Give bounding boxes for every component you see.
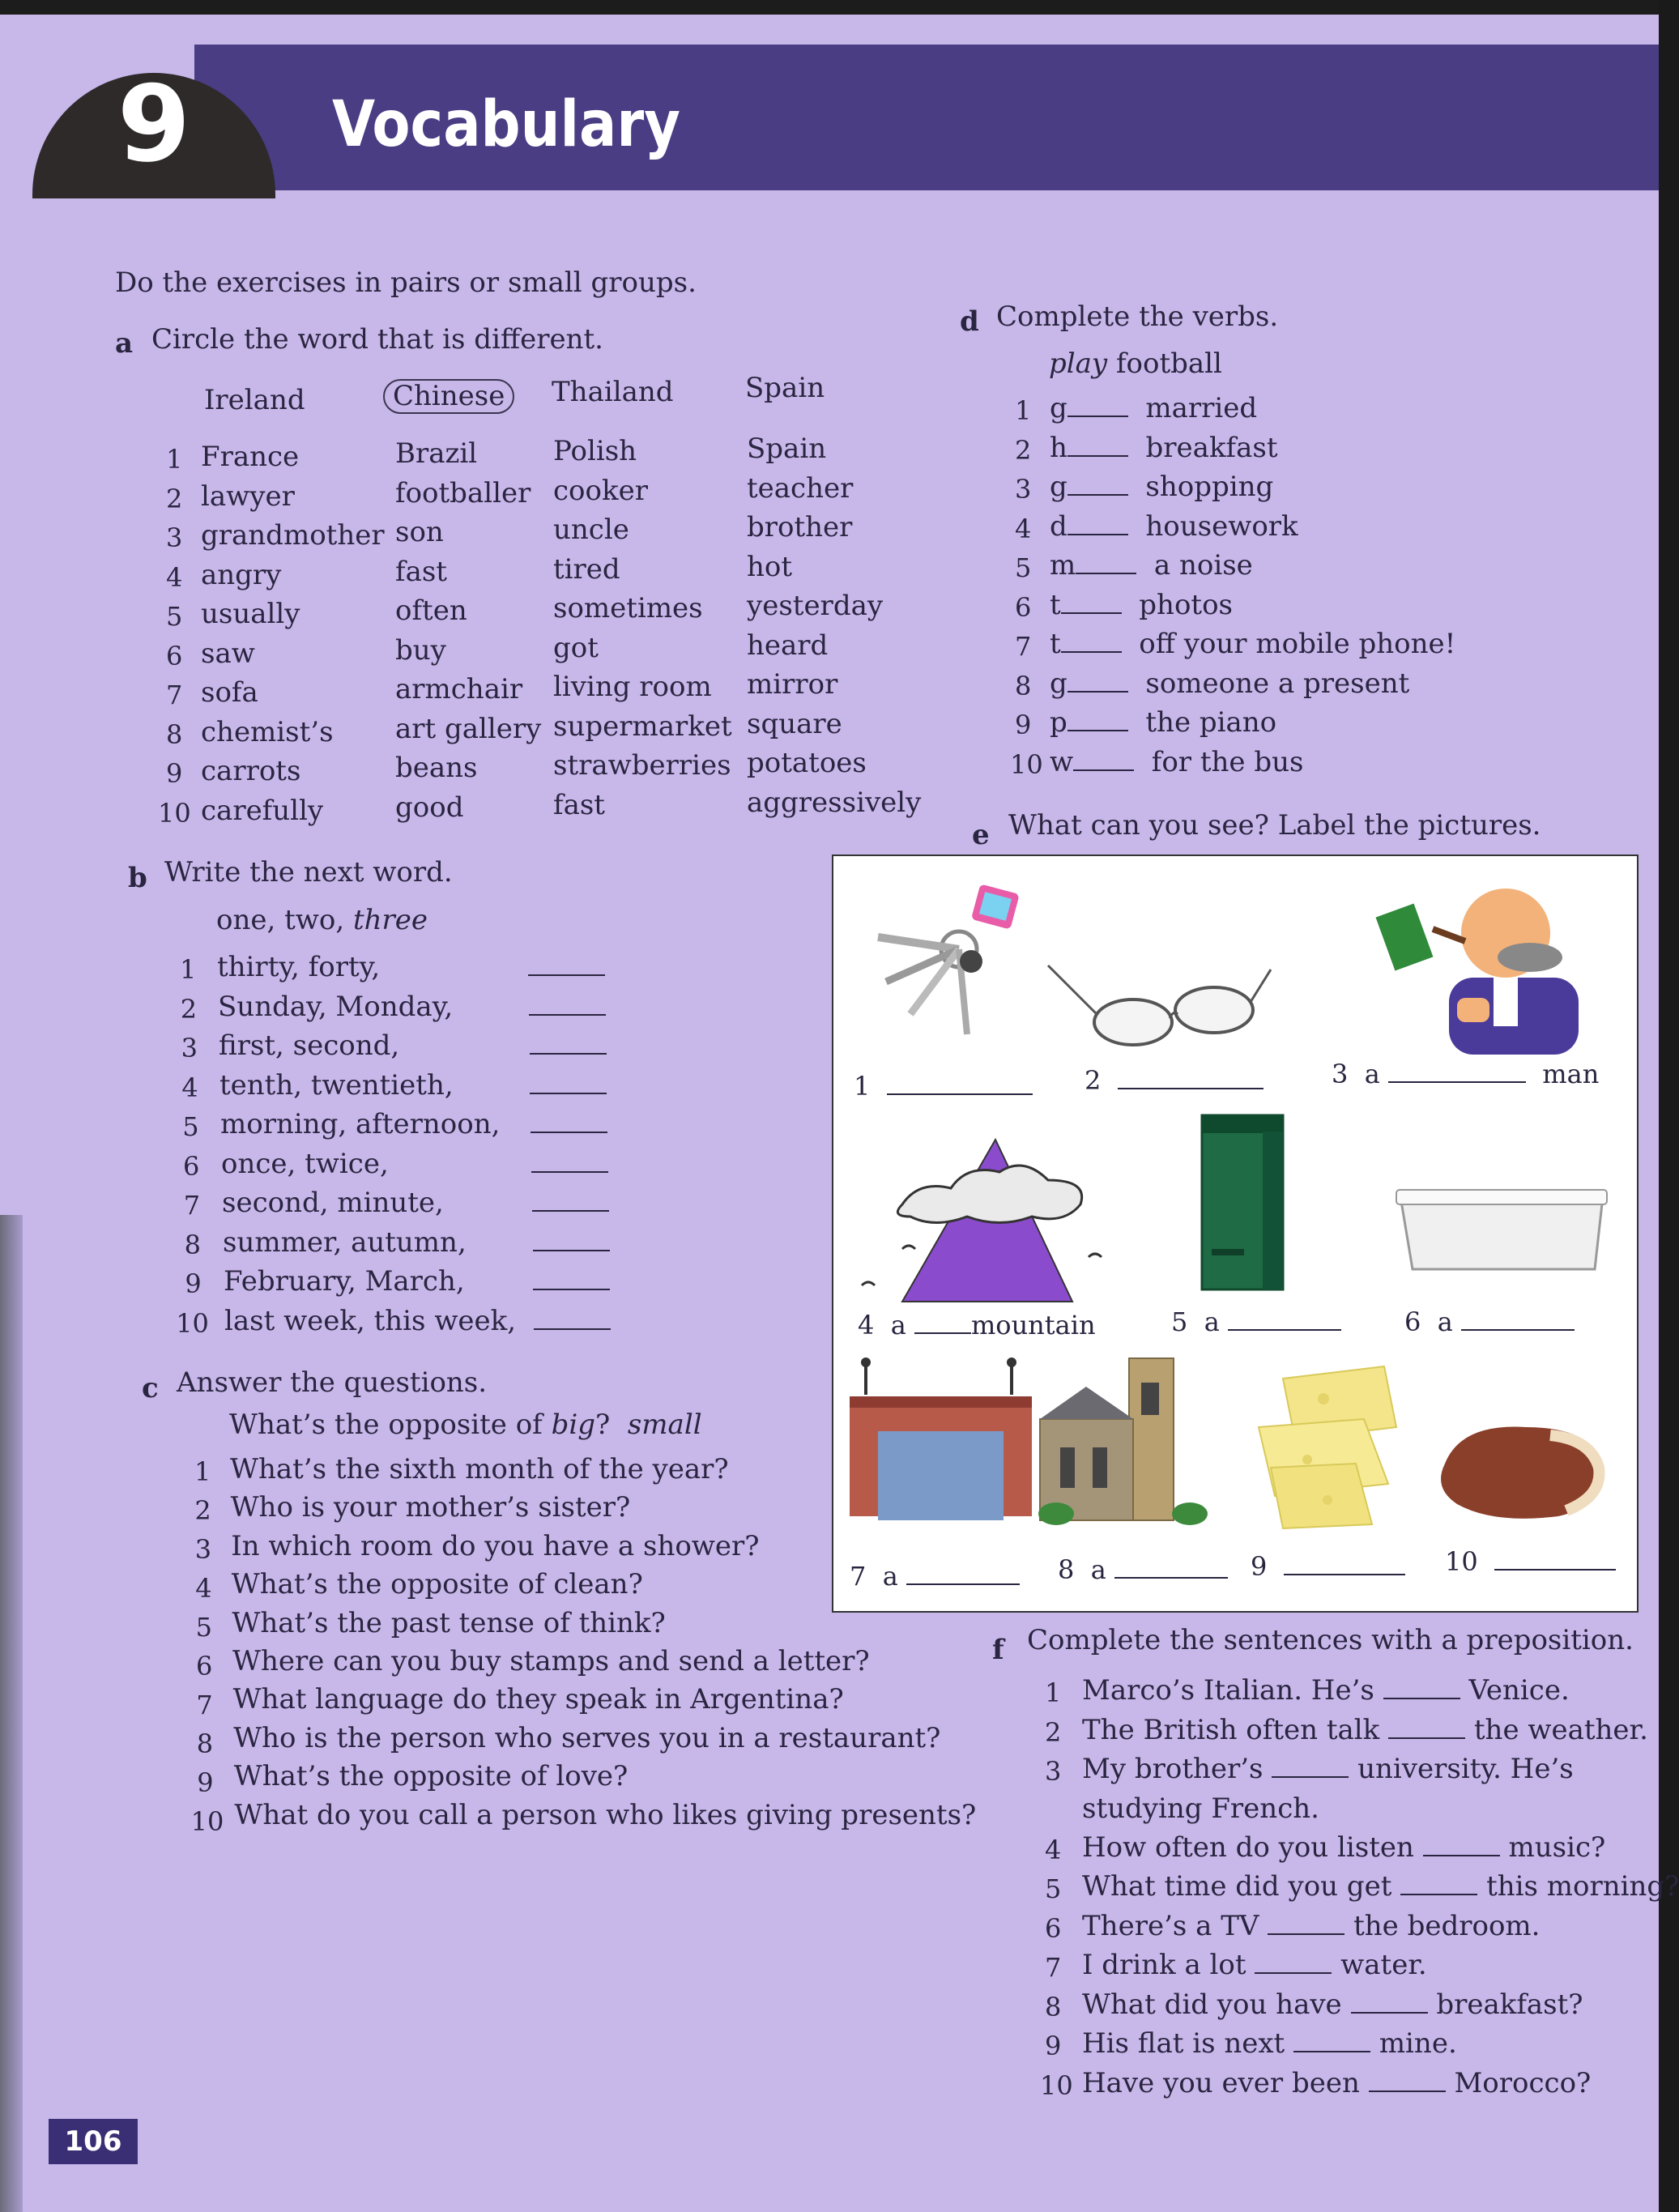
page-number: 106 — [49, 2119, 138, 2164]
word-option: mirror — [747, 668, 838, 701]
word-option: carrots — [201, 755, 301, 787]
word-option: chemist’s — [201, 715, 334, 748]
answer-blank[interactable] — [1461, 1308, 1575, 1331]
word-option: grandmother — [201, 519, 385, 552]
item-number: 7 — [1045, 1952, 1062, 1983]
answer-line — [532, 1187, 609, 1219]
verb-line — [1050, 393, 1257, 424]
item-number: 10 — [176, 1307, 209, 1339]
sentence — [1082, 2028, 1457, 2060]
item-number: 8 — [1045, 1991, 1062, 2022]
verb-complement: breakfast — [1145, 431, 1278, 464]
answer-blank[interactable] — [1067, 670, 1128, 693]
caption-5 — [1171, 1306, 1341, 1337]
answer-blank[interactable] — [914, 1311, 971, 1334]
verb-initial: d — [1050, 509, 1067, 543]
bath-picture — [1392, 1180, 1611, 1285]
exercise-c-instruction: Answer the questions. — [177, 1366, 488, 1399]
word-option: aggressively — [747, 786, 922, 819]
answer-blank[interactable] — [1369, 2069, 1446, 2092]
answer-blank[interactable] — [532, 1189, 609, 1212]
exercise-a-letter: a — [115, 327, 134, 360]
word-sequence: last week, this week, — [224, 1304, 517, 1337]
word-option: potatoes — [747, 747, 867, 779]
item-number: 5 — [166, 601, 183, 632]
answer-blank[interactable] — [906, 1562, 1020, 1585]
item-number: 9 — [197, 1767, 214, 1798]
example-text: one, two, — [216, 904, 345, 936]
item-number: 10 — [158, 797, 191, 829]
answer-blank[interactable] — [1076, 552, 1136, 574]
sentence-end: the bedroom. — [1353, 1909, 1541, 1942]
answer-line — [531, 1109, 607, 1140]
item-number: 8 — [1015, 670, 1032, 701]
caption-7 — [850, 1561, 1020, 1592]
caption-6-number: 6 — [1404, 1306, 1421, 1337]
answer-blank[interactable] — [1067, 394, 1128, 417]
item-number: 7 — [183, 1190, 201, 1221]
word-option: often — [395, 595, 467, 627]
sentence-end: the weather. — [1473, 1713, 1648, 1746]
answer-blank[interactable] — [528, 953, 605, 976]
answer-blank[interactable] — [1284, 1553, 1405, 1575]
item-number: 6 — [1015, 591, 1032, 623]
exercise-d-letter: d — [960, 305, 979, 338]
item-number: 2 — [180, 993, 198, 1025]
sentence-end: university. He’s — [1357, 1753, 1574, 1785]
word-option: strawberries — [553, 749, 731, 782]
answer-blank[interactable] — [531, 1110, 607, 1133]
exercise-c-example — [229, 1409, 702, 1441]
verb-initial: g — [1050, 471, 1067, 503]
item-number: 1 — [1015, 395, 1032, 426]
caption-1 — [854, 1071, 1033, 1102]
answer-blank[interactable] — [1073, 748, 1134, 771]
answer-blank[interactable] — [531, 1150, 608, 1173]
caption-9 — [1251, 1551, 1405, 1582]
sentence-end: Morocco? — [1454, 2066, 1592, 2099]
answer-line — [531, 1149, 608, 1180]
sentence-start: There’s a TV — [1082, 1909, 1259, 1942]
word-option: teacher — [747, 471, 854, 505]
verb-line — [1050, 471, 1273, 503]
answer-blank[interactable] — [1268, 1912, 1344, 1935]
example-answer: small — [627, 1409, 702, 1441]
caption-2-number: 2 — [1085, 1065, 1102, 1096]
exercise-b-example — [216, 905, 428, 936]
exercise-a-example-4: Spain — [745, 372, 825, 404]
answer-blank[interactable] — [1293, 2030, 1370, 2052]
exercise-e-letter: e — [972, 819, 990, 851]
caption-4-article: a — [890, 1310, 906, 1340]
word-option: heard — [747, 629, 829, 662]
question-text: What’s the opposite of clean? — [231, 1568, 643, 1601]
item-number: 9 — [166, 758, 183, 789]
item-number: 1 — [194, 1456, 211, 1487]
verb-initial: g — [1050, 392, 1067, 424]
item-number: 2 — [166, 483, 183, 514]
item-number: 6 — [166, 640, 183, 671]
sentence — [1082, 1871, 1679, 1903]
word-option: Polish — [553, 435, 637, 467]
item-number: 4 — [1045, 1834, 1062, 1865]
answer-blank[interactable] — [1228, 1308, 1341, 1331]
sentence-start: What did you have — [1082, 1988, 1342, 2021]
answer-blank[interactable] — [1388, 1060, 1526, 1083]
sentence-end: this morning? — [1486, 1870, 1679, 1903]
item-number: 6 — [183, 1150, 200, 1182]
word-option: square — [747, 707, 842, 740]
word-option: good — [395, 791, 464, 824]
caption-8 — [1058, 1554, 1228, 1585]
caption-6 — [1404, 1306, 1575, 1337]
example-answer: three — [352, 904, 428, 936]
verb-initial: t — [1050, 628, 1061, 660]
page-title: Vocabulary — [332, 88, 680, 161]
answer-blank[interactable] — [1067, 513, 1128, 535]
word-option: got — [553, 631, 599, 664]
answer-blank[interactable] — [529, 993, 606, 1016]
answer-blank[interactable] — [1067, 709, 1128, 731]
item-number: 1 — [166, 444, 183, 475]
question-text: What language do they speak in Argentina? — [232, 1683, 844, 1716]
word-option: buy — [395, 633, 446, 667]
sentence — [1082, 1715, 1648, 1746]
sentence — [1082, 2068, 1591, 2099]
verb-complement: married — [1145, 392, 1258, 424]
answer-blank[interactable] — [1494, 1548, 1616, 1571]
item-number: 5 — [1045, 1873, 1062, 1904]
answer-blank[interactable] — [1067, 473, 1128, 496]
exercise-a-example-circled: Chinese — [383, 379, 514, 414]
chapter-number: 9 — [117, 62, 191, 185]
item-number: 2 — [194, 1495, 211, 1526]
word-option: armchair — [395, 673, 523, 705]
verb-complement: someone a present — [1145, 667, 1410, 700]
verb-complement: a noise — [1153, 549, 1253, 582]
item-number: 10 — [1010, 748, 1043, 780]
item-number: 3 — [1045, 1756, 1062, 1787]
meat-picture — [1429, 1415, 1615, 1528]
sentence-end: music? — [1508, 1831, 1606, 1864]
word-option: Spain — [747, 433, 827, 465]
item-number: 3 — [194, 1534, 212, 1565]
word-option: supermarket — [553, 710, 732, 743]
verb-initial: p — [1050, 706, 1067, 739]
word-sequence: February, March, — [224, 1265, 465, 1298]
answer-blank[interactable] — [530, 1032, 607, 1055]
word-option: footballer — [395, 476, 531, 509]
word-option: cooker — [553, 474, 648, 507]
question-text: In which room do you have a shower? — [231, 1529, 760, 1562]
exercise-f-instruction: Complete the sentences with a preposition. — [1027, 1624, 1634, 1656]
sentence — [1082, 1754, 1574, 1785]
item-number: 2 — [1045, 1716, 1062, 1748]
answer-blank[interactable] — [1383, 1677, 1460, 1699]
item-number: 7 — [196, 1690, 213, 1720]
caption-3 — [1332, 1059, 1599, 1089]
word-sequence: summer, autumn, — [223, 1225, 467, 1259]
word-option: brother — [747, 511, 853, 543]
intro-text: Do the exercises in pairs or small groups. — [115, 266, 697, 299]
question-text: Who is your mother’s sister? — [230, 1491, 631, 1524]
exercise-a-instruction: Circle the word that is different. — [151, 323, 603, 356]
caption-3-article: a — [1364, 1059, 1380, 1089]
item-number: 3 — [181, 1033, 198, 1063]
item-number: 2 — [1015, 434, 1032, 466]
word-option: son — [395, 516, 444, 548]
word-option: living room — [553, 671, 712, 703]
sentence-end: Venice. — [1468, 1674, 1570, 1707]
caption-7-number: 7 — [850, 1561, 867, 1592]
answer-blank[interactable] — [530, 1072, 607, 1094]
item-number: 5 — [195, 1612, 212, 1643]
verb-line — [1050, 550, 1253, 582]
answer-blank[interactable] — [1255, 1951, 1332, 1974]
word-option: carefully — [201, 794, 324, 827]
item-number: 4 — [181, 1072, 198, 1103]
cheese-picture — [1251, 1362, 1413, 1532]
verb-initial: t — [1050, 588, 1061, 621]
sentence-start: I drink a lot — [1082, 1949, 1246, 1981]
sentence — [1082, 1911, 1540, 1942]
word-option: Brazil — [395, 437, 478, 470]
word-sequence: first, second, — [219, 1029, 400, 1062]
item-number: 10 — [1040, 2069, 1073, 2101]
answer-blank[interactable] — [1272, 1755, 1349, 1778]
item-number: 1 — [1045, 1677, 1062, 1708]
answer-blank[interactable] — [1061, 630, 1122, 653]
item-number: 5 — [1015, 552, 1032, 583]
word-option: beans — [395, 752, 478, 784]
verb-complement: the piano — [1145, 706, 1277, 739]
answer-blank[interactable] — [1114, 1556, 1228, 1579]
exercise-b-instruction: Write the next word. — [164, 856, 453, 889]
word-option: uncle — [553, 514, 629, 546]
question-text: Who is the person who serves you in a restaurant? — [233, 1721, 941, 1754]
verb-initial: h — [1050, 431, 1067, 464]
word-option: sometimes — [553, 592, 703, 624]
verb-initial: m — [1050, 549, 1076, 582]
exercise-f-letter: f — [992, 1634, 1004, 1666]
sentence-start: What time did you get — [1082, 1870, 1392, 1903]
exercise-e-instruction: What can you see? Label the pictures. — [1008, 809, 1541, 842]
answer-blank[interactable] — [1388, 1716, 1465, 1739]
verb-complement: off your mobile phone! — [1139, 628, 1456, 660]
keys-picture — [846, 880, 1040, 1042]
verb-line — [1050, 511, 1298, 543]
caption-3-number: 3 — [1332, 1059, 1349, 1089]
mountain-picture — [854, 1123, 1121, 1310]
item-number: 4 — [195, 1573, 212, 1604]
item-number: 6 — [1045, 1912, 1062, 1944]
example-q: ? — [595, 1409, 611, 1441]
word-option: France — [201, 441, 300, 473]
verb-line — [1050, 590, 1233, 621]
answer-line — [534, 1306, 611, 1337]
church-picture — [1040, 1342, 1210, 1524]
answer-blank[interactable] — [1061, 591, 1122, 614]
caption-8-number: 8 — [1058, 1554, 1075, 1585]
sentence — [1082, 1950, 1427, 1981]
verb-initial: g — [1050, 667, 1067, 700]
question-text: What’s the opposite of love? — [233, 1760, 629, 1793]
caption-7-article: a — [882, 1561, 898, 1592]
word-option: angry — [201, 558, 282, 591]
verb-complement: for the bus — [1151, 745, 1304, 778]
item-number: 9 — [1045, 2031, 1062, 2061]
caption-4-number: 4 — [858, 1310, 875, 1340]
item-number: 9 — [1015, 710, 1032, 740]
word-option: fast — [553, 788, 605, 821]
caption-6-article: a — [1437, 1306, 1453, 1337]
answer-blank[interactable] — [534, 1307, 611, 1330]
exercise-a-example-1: Ireland — [204, 384, 305, 416]
rich-man-picture — [1336, 876, 1603, 1055]
item-number: 4 — [166, 561, 183, 593]
exercise-b-letter: b — [128, 862, 147, 894]
example-word: big — [551, 1409, 595, 1441]
verb-complement: photos — [1139, 588, 1234, 621]
item-number: 5 — [182, 1111, 199, 1142]
scan-edge — [0, 0, 1659, 15]
answer-blank[interactable] — [1400, 1873, 1477, 1895]
answer-blank[interactable] — [533, 1268, 610, 1290]
sentence — [1082, 1675, 1570, 1707]
item-number: 7 — [166, 680, 183, 710]
sentence-end: mine. — [1379, 2027, 1457, 2060]
answer-line — [530, 1070, 607, 1102]
word-option: usually — [201, 598, 300, 630]
verb-complement: shopping — [1145, 471, 1274, 503]
word-option: fast — [395, 555, 447, 588]
item-number: 1 — [180, 954, 197, 985]
answer-blank[interactable] — [887, 1072, 1033, 1095]
word-sequence: second, minute, — [222, 1187, 444, 1219]
sentence-end: breakfast? — [1436, 1988, 1583, 2021]
caption-5-article: a — [1204, 1306, 1220, 1337]
word-option: art gallery — [395, 712, 542, 745]
sentence-start: The British often talk — [1082, 1713, 1380, 1746]
item-number: 10 — [190, 1806, 224, 1837]
caption-10 — [1445, 1546, 1616, 1577]
verb-complement: housework — [1145, 509, 1298, 543]
word-option: lawyer — [201, 479, 295, 513]
word-sequence: thirty, forty, — [217, 951, 381, 983]
caption-4-word: mountain — [970, 1310, 1096, 1340]
word-option: saw — [201, 637, 255, 670]
exercise-c-letter: c — [142, 1372, 159, 1404]
word-sequence: Sunday, Monday, — [218, 990, 454, 1023]
bridge-picture — [850, 1354, 1036, 1524]
sentence-start: My brother’s — [1082, 1753, 1264, 1785]
answer-line — [529, 991, 606, 1023]
caption-4 — [858, 1310, 1096, 1340]
caption-3-word: man — [1542, 1059, 1600, 1089]
page-edge — [0, 1215, 23, 2212]
item-number: 6 — [196, 1651, 213, 1681]
item-number: 3 — [1015, 474, 1032, 505]
item-number: 9 — [185, 1268, 202, 1299]
picture-panel — [832, 855, 1639, 1613]
answer-line — [533, 1266, 610, 1298]
answer-line — [530, 1030, 607, 1062]
word-option: tired — [553, 552, 620, 586]
sentence — [1082, 1832, 1605, 1864]
wardrobe-picture — [1194, 1107, 1299, 1302]
example-verb: play — [1049, 347, 1108, 380]
verb-initial: w — [1050, 745, 1074, 778]
exercise-a-example-3: Thailand — [552, 376, 674, 408]
answer-blank[interactable] — [533, 1229, 610, 1251]
answer-blank[interactable] — [1067, 434, 1128, 457]
item-number: 8 — [166, 718, 183, 750]
answer-blank[interactable] — [1118, 1067, 1264, 1089]
sentence-start: His flat is next — [1082, 2027, 1285, 2060]
word-option: hot — [747, 550, 793, 583]
word-option: sofa — [201, 676, 258, 709]
item-number: 3 — [166, 522, 183, 553]
question-text: Where can you buy stamps and send a letter? — [232, 1645, 870, 1677]
question-text: What do you call a person who likes giving presents? — [234, 1798, 977, 1831]
answer-blank[interactable] — [1351, 1991, 1428, 2014]
example-pre: What’s the opposite of — [229, 1409, 543, 1441]
exercise-d-instruction: Complete the verbs. — [996, 300, 1279, 333]
sentence-continuation: studying French. — [1082, 1792, 1319, 1825]
sentence — [1082, 1989, 1583, 2021]
verb-line — [1050, 433, 1278, 464]
caption-2 — [1085, 1065, 1264, 1096]
item-number: 4 — [1015, 513, 1032, 544]
question-text: What’s the past tense of think? — [232, 1606, 666, 1639]
example-rest: football — [1115, 347, 1222, 380]
caption-5-number: 5 — [1171, 1306, 1188, 1337]
caption-8-article: a — [1090, 1554, 1106, 1585]
caption-10-number: 10 — [1445, 1546, 1478, 1577]
word-sequence: once, twice, — [221, 1147, 389, 1180]
word-sequence: tenth, twentieth, — [219, 1068, 454, 1102]
exercise-d-example — [1049, 348, 1222, 380]
question-text: What’s the sixth month of the year? — [230, 1453, 729, 1485]
sentence-start: Marco’s Italian. He’s — [1082, 1674, 1374, 1707]
glasses-picture — [1040, 953, 1275, 1051]
answer-blank[interactable] — [1423, 1834, 1500, 1856]
sentence-start: Have you ever been — [1082, 2066, 1360, 2099]
caption-9-number: 9 — [1251, 1551, 1268, 1582]
sentence-start: How often do you listen — [1082, 1831, 1414, 1864]
item-number: 8 — [196, 1728, 214, 1759]
answer-line — [528, 952, 605, 983]
word-sequence: morning, afternoon, — [220, 1108, 501, 1140]
item-number: 8 — [184, 1229, 201, 1260]
verb-line — [1050, 707, 1276, 739]
verb-line — [1050, 747, 1303, 778]
item-number: 7 — [1015, 631, 1032, 662]
answer-line — [533, 1227, 610, 1259]
verb-line — [1050, 668, 1409, 700]
verb-line — [1050, 629, 1455, 660]
sentence-end: water. — [1340, 1949, 1427, 1981]
word-option: yesterday — [747, 590, 884, 622]
caption-1-number: 1 — [854, 1071, 871, 1102]
